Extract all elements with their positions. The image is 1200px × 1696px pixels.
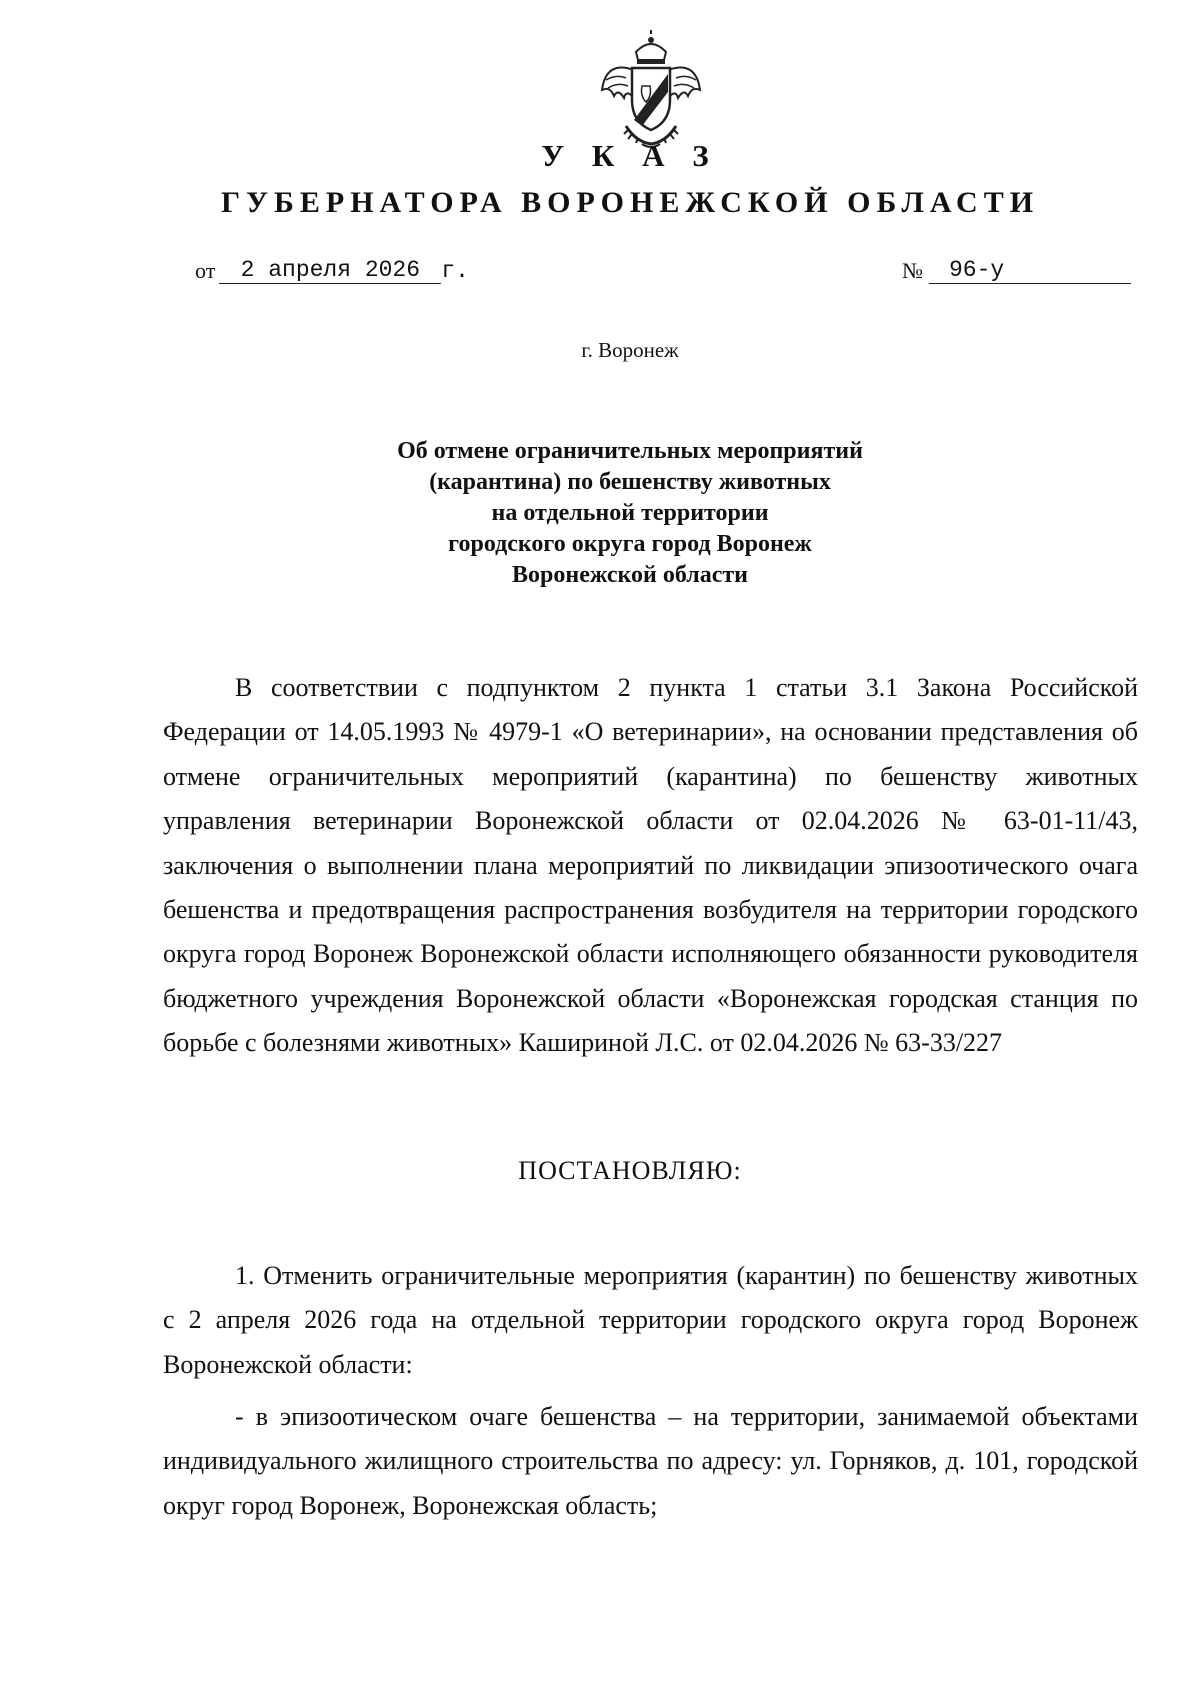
document-type-title: У К А З	[541, 138, 719, 173]
item-1-subitem	[163, 1395, 1138, 1528]
preamble-paragraph	[163, 666, 1138, 1066]
issuer-title: ГУБЕРНАТОРА ВОРОНЕЖСКОЙ ОБЛАСТИ	[220, 186, 1040, 219]
item-1-paragraph	[163, 1254, 1138, 1387]
document-number	[902, 258, 1131, 284]
subject-line: (карантина) по бешенству животных	[429, 469, 831, 495]
item-1-subitem-text: - в эпизоотическом очаге бешенства – на территории, занимаемой объектами индивидуального жилищного строительства по адресу: ул. Горняков, д. 101, городской округ город Воронеж, Воронежская область;	[163, 1402, 1138, 1520]
subject-line: на отдельной территории	[491, 500, 769, 526]
date-value: 2 апреля 2026	[219, 259, 441, 284]
date-prefix: от	[195, 258, 216, 283]
number-prefix: №	[902, 258, 923, 283]
document-date	[195, 258, 469, 284]
subject-line: Об отмене ограничительных мероприятий	[397, 438, 863, 464]
document-subject	[0, 436, 1200, 591]
preamble-text: В соответствии с подпунктом 2 пункта 1 статьи 3.1 Закона Российской Федерации от 14.05.1993 № 4979-1 «О ветеринарии», на основании представления об отмене ограничительных мероприятий (карантина) по бешенству животных управления ветеринарии Воронежской области от 02.04.2026 № 63-01-11/43, заключения о выполнении плана мероприятий по ликвидации эпизоотического очага бешенства и предотвращения распространения возбудителя на территории городского округа город Воронеж Воронежской области исполняющего обязанности руководителя бюджетного учреждения Воронежской области «Воронежская городская станция по борьбе с болезнями животных» Кашириной Л.С. от 02.04.2026 № 63-33/227	[163, 673, 1138, 1058]
date-suffix: г.	[441, 258, 469, 284]
decree-word: ПОСТАНОВЛЯЮ:	[518, 1156, 742, 1185]
subject-line: городского округа город Воронеж	[448, 531, 812, 557]
voronezh-coat-of-arms-icon	[596, 30, 706, 150]
subject-line: Воронежской области	[512, 562, 748, 588]
number-value: 96-у	[929, 259, 1131, 284]
city-name: г. Воронеж	[581, 338, 679, 362]
item-1-text: 1. Отменить ограничительные мероприятия (карантин) по бешенству животных с 2 апреля 2026 года на отдельной территории городского округа город Воронеж Воронежской области:	[163, 1261, 1138, 1379]
